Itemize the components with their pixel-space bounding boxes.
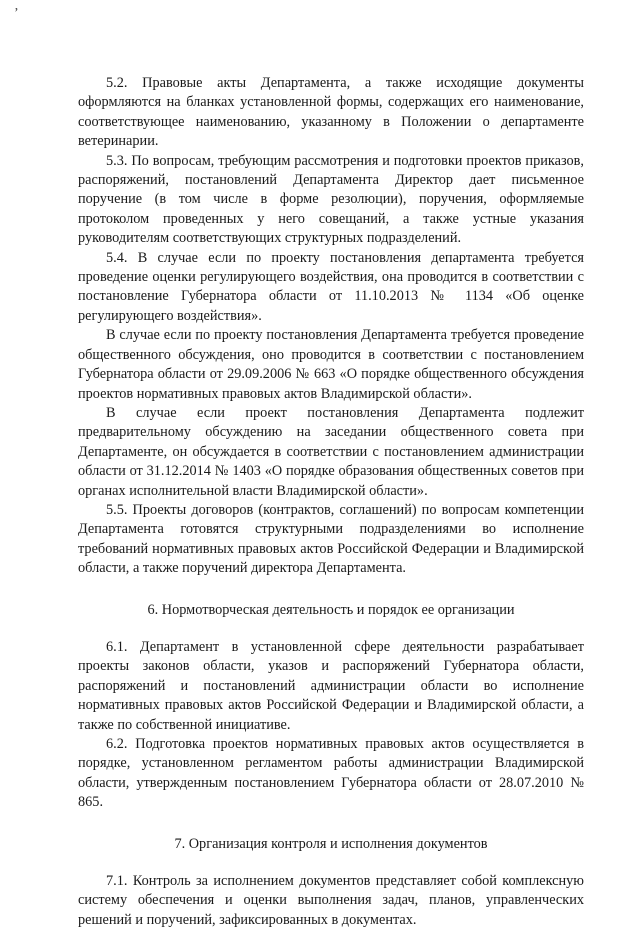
paragraph-5-3: 5.3. По вопросам, требующим рассмотрения и подготовки проектов приказов, распоряжений, постановлений Департамента Директор дает письменное поручение (в том числе в форме резолюции), поручения, оформляемые протоколом проведенных у него совещаний, а также устные указания руководителям соответствующих структурных подразделений. bbox=[78, 152, 584, 247]
paragraph-5-2: 5.2. Правовые акты Департамента, а также исходящие документы оформляются на бланках установленной формы, содержащих его наименование, соответствующее наименованию, указанному в Положении о департаменте ветеринарии. bbox=[78, 75, 584, 150]
paragraph-public-discussion: В случае если по проекту постановления Департамента требуется проведение общественного обсуждения, оно проводится в соответствии с постановлением Губернатора области от 29.09.2006 № 663 «О порядке общественного обсуждения проектов нормативных правовых актов Владимирской области». bbox=[78, 327, 584, 402]
paragraph-5-5: 5.5. Проекты договоров (контрактов, соглашений) по вопросам компетенции Департамента готовятся структурными подразделениями во исполнение требований нормативных правовых актов Российской Федерации и Владимирской области, а также поручений директора Департамента. bbox=[78, 501, 584, 577]
section-6-title: 6. Нормотворческая деятельность и порядок ее организации bbox=[147, 601, 515, 618]
paragraph-7-1: 7.1. Контроль за исполнением документов представляет собой комплексную систему обеспечения и оценки выполнения задач, планов, управленческих решений и поручений, зафиксированных в документах. bbox=[78, 873, 584, 928]
paragraph-6-2: 6.2. Подготовка проектов нормативных правовых актов осуществляется в порядке, установленном регламентом работы администрации Владимирской области, утвержденным постановлением Губернатора области от 28.07.2010 № 865. bbox=[78, 736, 584, 811]
paragraph-6-1: 6.1. Департамент в установленной сфере деятельности разрабатывает проекты законов области, указов и распоряжений Губернатора области, распоряжений и постановлений администрации области во исполнение нормативных правовых актов Российской Федерации и Владимирской области, а также по собственной инициативе. bbox=[78, 638, 584, 733]
paragraph-public-council: В случае если проект постановления Департамента подлежит предварительному обсуждению на заседании общественного совета при Департаменте, он обсуждается в соответствии с постановлением администрации области от 31.12.2014 № 1403 «О порядке образования общественных советов при органах исполнительной власти Владимирской области». bbox=[78, 404, 584, 499]
paragraph-5-4: 5.4. В случае если по проекту постановления департамента требуется проведение оценки регулирующего воздействия, она проводится в соответствии с постановление Губернатора области от 11.10.2013 № 1134 «Об оценке регулирующего воздействия». bbox=[78, 249, 584, 324]
document-page bbox=[78, 74, 584, 930]
scan-mark: ʼ bbox=[14, 6, 19, 21]
section-7-title: 7. Организация контроля и исполнения документов bbox=[174, 835, 488, 852]
